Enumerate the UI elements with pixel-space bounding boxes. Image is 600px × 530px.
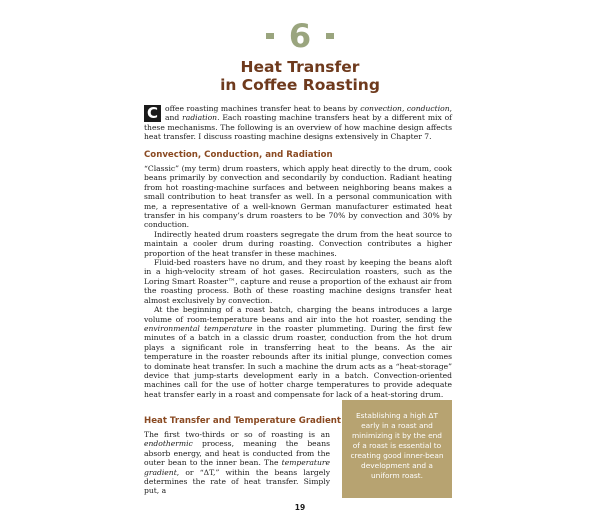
drop-cap: C <box>144 105 161 122</box>
section-heading-convection: Convection, Conduction, and Radiation <box>144 150 333 160</box>
intro-text-1: offee roasting machines transfer heat to beans by <box>165 104 361 113</box>
paragraph-indirect-drum: Indirectly heated drum roasters segregate the drum from the heat source to maintain a cooler drum during roasting. Convection contributes a higher proportion of the heat transfer in these machines. <box>144 229 452 258</box>
term-endothermic: endothermic <box>144 439 193 449</box>
gradient-text-1: The first two-thirds or so of roasting is an <box>144 430 330 439</box>
term-environmental-temperature: environmental temperature <box>144 323 253 333</box>
section-convection-body <box>144 164 452 399</box>
roast-batch-text-2: in the roaster plummeting. During the first few minutes of a batch in a classic drum roaster, conduction from the hot drum plays a significant role in transferring heat to the beans. As the air temperature in the roaster rebounds after its initial plunge, convection comes to dominate heat transfer. In such a machine the drum acts as a “heat-storage” device that jump-starts development early in a batch. Convection-oriented machines call for the use of hotter charge temperatures to provide adequate heat transfer early in a roast and compensate for lack of a heat-storing drum. <box>144 323 453 399</box>
intro-term-convection: convection <box>360 104 402 113</box>
intro-paragraph <box>144 104 452 142</box>
roast-batch-text-1: At the beginning of a roast batch, charging the beans introduces a large volume of room-temperature beans and air into the hot roaster, sending the <box>144 305 452 324</box>
term-temperature-gradient: temperature gradient <box>144 458 330 477</box>
chapter-dash-left <box>266 33 274 39</box>
paragraph-roast-batch <box>144 305 452 399</box>
gradient-text-3: , or “ΔT,” within the beans largely determines the rate of heat transfer. Simply put, a <box>144 467 330 496</box>
chapter-dash-right <box>326 33 334 39</box>
paragraph-classic-drum: “Classic” (my term) drum roasters, which apply heat directly to the drum, cook beans primarily by convection and secondarily by conduction. Radiant heating from hot roasting-machine surfaces and between neighboring beans makes a small contribution to heat transfer as well. In a personal communication with me, a representative of a well-known German manufacturer estimated heat transfer in his company’s drum roasters to be 70% by convection and 30% by conduction. <box>144 164 452 230</box>
intro-text-4: . Each roasting machine transfers heat by a different mix of these mechanisms. The following is an overview of how machine design affects heat transfer. I discuss roasting machine designs extensively in Chapter 7. <box>144 113 452 142</box>
chapter-marker <box>0 14 600 58</box>
section-gradient-body <box>144 430 330 496</box>
chapter-title <box>0 58 600 94</box>
intro-text-2: , <box>401 104 407 113</box>
callout-text: Establishing a high ΔT early in a roast and minimizing it by the end of a roast is essential to creating good inner-bean development and a uniform roast. <box>350 411 444 480</box>
intro-text-3: , and <box>165 104 453 123</box>
callout-box <box>342 400 452 498</box>
gradient-text-2: process, meaning the beans absorb energy, and heat is conducted from the outer bean to the inner bean. The <box>144 439 330 468</box>
chapter-title-line-1: Heat Transfer <box>240 58 360 76</box>
intro-term-conduction: conduction <box>406 104 450 113</box>
page-number: 19 <box>294 503 306 512</box>
chapter-title-line-2: in Coffee Roasting <box>220 76 380 94</box>
chapter-number: 6 <box>288 17 312 55</box>
paragraph-fluid-bed: Fluid-bed roasters have no drum, and they roast by keeping the beans aloft in a high-velocity stream of hot gases. Recirculation roasters, such as the Loring Smart Roaster™, capture and reuse a proportion of the exhaust air from the roasting process. Both of these roasting machine designs transfer heat almost exclusively by convection. <box>144 258 452 305</box>
intro-term-radiation: radiation <box>182 113 218 123</box>
section-heading-gradient: Heat Transfer and Temperature Gradient <box>144 416 342 426</box>
